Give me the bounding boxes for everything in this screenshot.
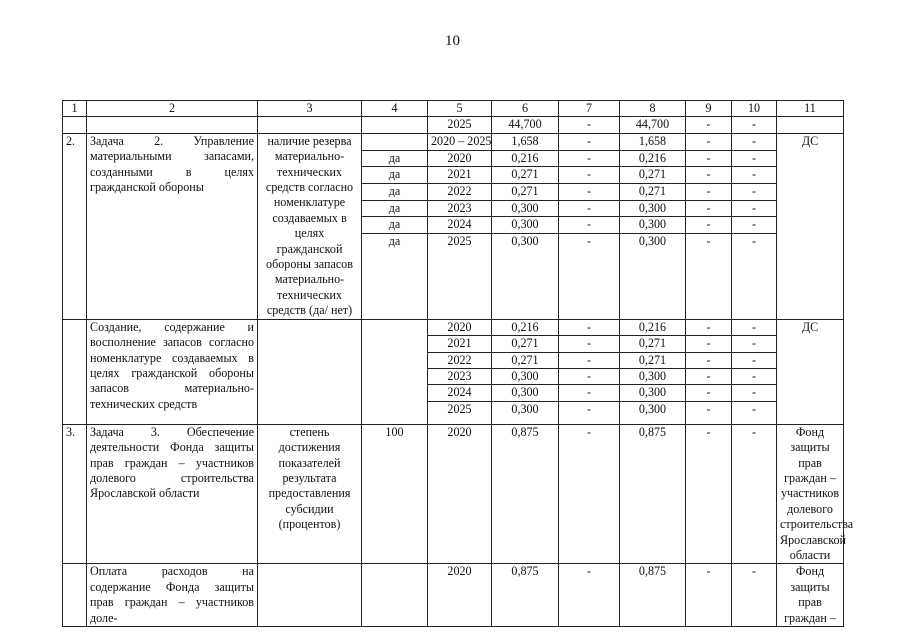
value-cell: - bbox=[686, 368, 732, 384]
value-cell: - bbox=[732, 336, 777, 352]
value-cell: - bbox=[686, 424, 732, 564]
value-cell: - bbox=[732, 401, 777, 424]
table-row bbox=[63, 424, 844, 564]
value-cell: - bbox=[732, 117, 777, 133]
table-row bbox=[63, 564, 844, 627]
executor-cell: ДС bbox=[777, 319, 844, 424]
year-cell: 2020 – 2025 bbox=[428, 133, 492, 150]
value-cell: 0,875 bbox=[620, 564, 686, 627]
value-cell: - bbox=[686, 200, 732, 217]
year-cell: 2020 bbox=[428, 424, 492, 564]
activity-title: Оплата расходов на содержание Фонда защиты прав граждан – участников доле- bbox=[87, 564, 258, 627]
task-indicator: наличие резерва материально-технических средств согласно номенклатуре создаваемых в целях гражданской обороны запасов материально-технических средств (да/ нет) bbox=[258, 133, 362, 319]
value-cell: - bbox=[559, 564, 620, 627]
year-cell: 2023 bbox=[428, 368, 492, 384]
year-cell: 2024 bbox=[428, 385, 492, 401]
value-cell: - bbox=[686, 319, 732, 335]
year-cell: 2022 bbox=[428, 352, 492, 368]
value-cell: 0,300 bbox=[620, 217, 686, 234]
value-cell: 0,271 bbox=[492, 352, 559, 368]
value-cell: - bbox=[559, 336, 620, 352]
value-cell: - bbox=[732, 385, 777, 401]
value-cell: да bbox=[362, 150, 428, 167]
table-row bbox=[63, 133, 844, 150]
task-number: 2. bbox=[63, 133, 87, 319]
value-cell: - bbox=[686, 564, 732, 627]
value-cell: 0,300 bbox=[620, 234, 686, 320]
value-cell: - bbox=[686, 167, 732, 184]
value-cell: 0,300 bbox=[620, 368, 686, 384]
value-cell: 44,700 bbox=[620, 117, 686, 133]
value-cell: 0,300 bbox=[492, 234, 559, 320]
table-row bbox=[63, 117, 844, 133]
value-cell: 0,271 bbox=[492, 167, 559, 184]
executor-cell: Фонд защиты прав граждан – bbox=[777, 564, 844, 627]
program-table bbox=[62, 100, 854, 627]
year-cell: 2025 bbox=[428, 401, 492, 424]
value-cell: - bbox=[732, 200, 777, 217]
header-row bbox=[63, 101, 844, 117]
value-cell: 44,700 bbox=[492, 117, 559, 133]
value-cell: - bbox=[559, 401, 620, 424]
value-cell: да bbox=[362, 234, 428, 320]
value-cell: 0,300 bbox=[620, 385, 686, 401]
value-cell: 0,300 bbox=[492, 385, 559, 401]
year-cell: 2020 bbox=[428, 319, 492, 335]
col-header: 3 bbox=[258, 101, 362, 117]
value-cell: - bbox=[559, 424, 620, 564]
value-cell: - bbox=[686, 117, 732, 133]
cell bbox=[777, 117, 844, 133]
value-cell: да bbox=[362, 183, 428, 200]
value-cell: 0,271 bbox=[620, 167, 686, 184]
col-header: 8 bbox=[620, 101, 686, 117]
value-cell: - bbox=[559, 217, 620, 234]
value-cell: - bbox=[732, 352, 777, 368]
value-cell: - bbox=[732, 183, 777, 200]
cell bbox=[362, 117, 428, 133]
col-header: 11 bbox=[777, 101, 844, 117]
value-cell: 0,216 bbox=[492, 319, 559, 335]
value-cell: - bbox=[559, 200, 620, 217]
value-cell: 0,875 bbox=[492, 564, 559, 627]
cell bbox=[258, 319, 362, 424]
col-header: 6 bbox=[492, 101, 559, 117]
cell bbox=[87, 117, 258, 133]
value-cell: - bbox=[686, 401, 732, 424]
value-cell: - bbox=[732, 424, 777, 564]
value-cell: - bbox=[732, 133, 777, 150]
value-cell: 0,300 bbox=[620, 200, 686, 217]
year-cell: 2023 bbox=[428, 200, 492, 217]
value-cell: - bbox=[559, 150, 620, 167]
value-cell: 0,300 bbox=[620, 401, 686, 424]
value-cell: - bbox=[686, 352, 732, 368]
task-title: Задача 2. Управление материальными запасами, созданными в целях гражданской обороны bbox=[87, 133, 258, 319]
page-number: 10 bbox=[445, 33, 460, 49]
value-cell: - bbox=[559, 167, 620, 184]
year-cell: 2021 bbox=[428, 336, 492, 352]
year-cell: 2022 bbox=[428, 183, 492, 200]
task-number: 3. bbox=[63, 424, 87, 564]
value-cell: - bbox=[686, 234, 732, 320]
value-cell: 1,658 bbox=[492, 133, 559, 150]
activity-title: Создание, содержание и восполнение запасов согласно номенклатуре создаваемых в целях гражданской обороны запасов материально-технических средств bbox=[87, 319, 258, 424]
col-header: 10 bbox=[732, 101, 777, 117]
value-cell: 0,216 bbox=[620, 150, 686, 167]
value-cell: - bbox=[732, 234, 777, 320]
value-cell: 0,300 bbox=[492, 217, 559, 234]
value-cell: 0,300 bbox=[492, 401, 559, 424]
value-cell: 0,271 bbox=[620, 183, 686, 200]
value-cell: - bbox=[559, 234, 620, 320]
year-cell: 2020 bbox=[428, 564, 492, 627]
value-cell: 1,658 bbox=[620, 133, 686, 150]
cell bbox=[63, 319, 87, 424]
col-header: 9 bbox=[686, 101, 732, 117]
value-cell: 0,216 bbox=[492, 150, 559, 167]
value-cell: - bbox=[559, 385, 620, 401]
cell bbox=[63, 117, 87, 133]
col-header: 5 bbox=[428, 101, 492, 117]
year-cell: 2024 bbox=[428, 217, 492, 234]
col-header: 1 bbox=[63, 101, 87, 117]
value-cell: - bbox=[559, 352, 620, 368]
task-indicator: степень достижения показателей результата предоставления субсидии (процентов) bbox=[258, 424, 362, 564]
value-cell: 100 bbox=[362, 424, 428, 564]
value-cell: - bbox=[732, 319, 777, 335]
value-cell: - bbox=[559, 133, 620, 150]
value-cell: 0,271 bbox=[620, 352, 686, 368]
value-cell: 0,271 bbox=[620, 336, 686, 352]
value-cell: - bbox=[559, 183, 620, 200]
cell bbox=[362, 564, 428, 627]
col-header: 4 bbox=[362, 101, 428, 117]
value-cell: 0,875 bbox=[492, 424, 559, 564]
value-cell: да bbox=[362, 167, 428, 184]
value-cell: 0,300 bbox=[492, 200, 559, 217]
executor-cell: ДС bbox=[777, 133, 844, 319]
value-cell: 0,875 bbox=[620, 424, 686, 564]
value-cell: - bbox=[559, 368, 620, 384]
year-cell: 2025 bbox=[428, 234, 492, 320]
value-cell: 0,271 bbox=[492, 336, 559, 352]
value-cell: - bbox=[686, 183, 732, 200]
value-cell: да bbox=[362, 217, 428, 234]
value-cell: - bbox=[559, 117, 620, 133]
value-cell: 0,300 bbox=[492, 368, 559, 384]
col-header: 7 bbox=[559, 101, 620, 117]
cell bbox=[258, 564, 362, 627]
value-cell: - bbox=[686, 133, 732, 150]
year-cell: 2021 bbox=[428, 167, 492, 184]
cell bbox=[63, 564, 87, 627]
year-cell: 2020 bbox=[428, 150, 492, 167]
year-cell: 2025 bbox=[428, 117, 492, 133]
value-cell: - bbox=[732, 368, 777, 384]
value-cell: - bbox=[686, 336, 732, 352]
value-cell: 0,216 bbox=[620, 319, 686, 335]
value-cell: - bbox=[686, 150, 732, 167]
value-cell: - bbox=[732, 217, 777, 234]
value-cell: - bbox=[686, 385, 732, 401]
value-cell: - bbox=[732, 564, 777, 627]
table-row bbox=[63, 319, 844, 335]
col-header: 2 bbox=[87, 101, 258, 117]
cell bbox=[362, 319, 428, 424]
task-title: Задача 3. Обеспечение деятельности Фонда защиты прав граждан – участников долевого строительства Ярославской области bbox=[87, 424, 258, 564]
value-cell: - bbox=[732, 167, 777, 184]
value-cell: 0,271 bbox=[492, 183, 559, 200]
value-cell: - bbox=[559, 319, 620, 335]
value-cell bbox=[362, 133, 428, 150]
cell bbox=[258, 117, 362, 133]
value-cell: да bbox=[362, 200, 428, 217]
value-cell: - bbox=[732, 150, 777, 167]
value-cell: - bbox=[686, 217, 732, 234]
executor-cell: Фонд защиты прав граждан – участников долевого строительства Ярославской области bbox=[777, 424, 844, 564]
